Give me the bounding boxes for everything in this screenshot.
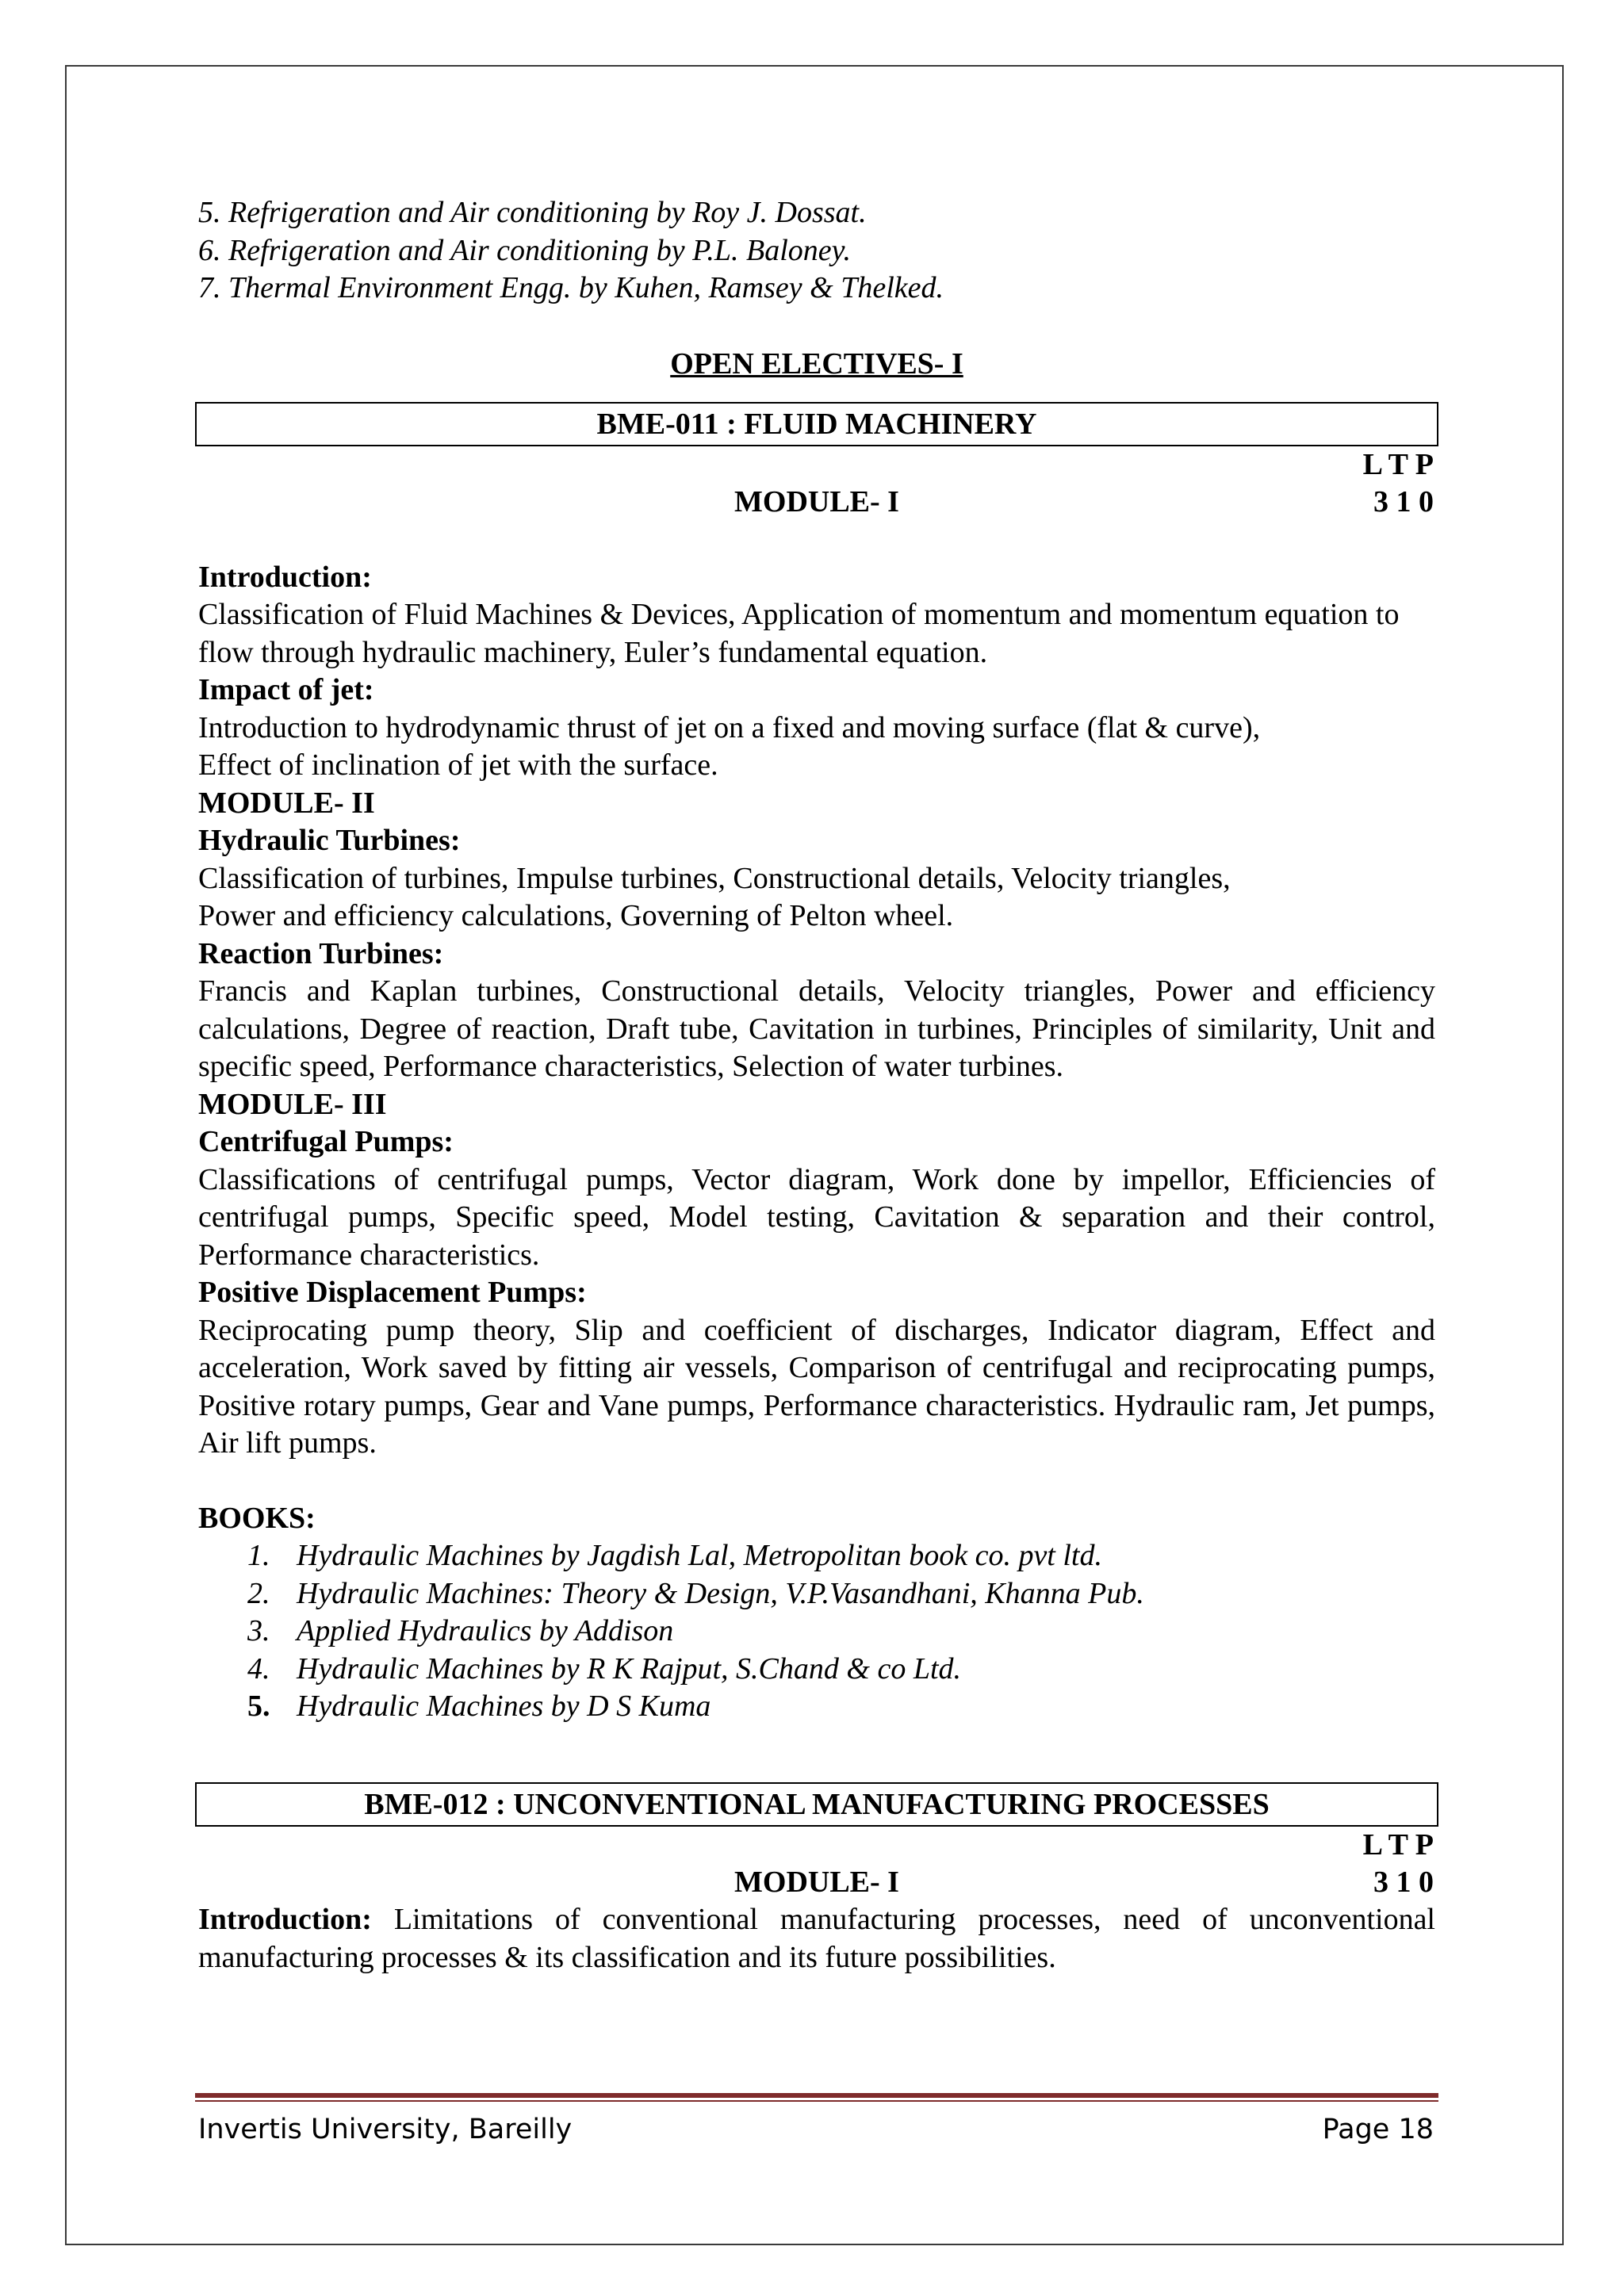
reference-line: 7. Thermal Environment Engg. by Kuhen, Ramsey & Thelked. bbox=[198, 271, 944, 304]
spacer bbox=[198, 1726, 1435, 1763]
course-title-box bbox=[195, 402, 1438, 446]
spacer bbox=[198, 1763, 1435, 1782]
book-number: 3. bbox=[247, 1614, 270, 1647]
footer-rule bbox=[195, 2100, 1438, 2102]
module-title: MODULE- I bbox=[734, 1865, 899, 1899]
ltp-values: 3 1 0 bbox=[1373, 485, 1434, 519]
topic-text: Reciprocating pump theory, Slip and coefficient of discharges, Indicator diagram, Effect and acceleration, Work saved by fitting air vessels, Comparison of centrifugal and reciprocating pumps, Positive rotary pumps, Gear and Vane pumps, Performance characteristics. Hydraulic ram, Jet pumps, Air lift pumps. bbox=[198, 1313, 1435, 1460]
course-title-box bbox=[195, 1782, 1438, 1827]
topic-heading: Reaction Turbines: bbox=[198, 936, 444, 970]
topic-heading: Impact of jet: bbox=[198, 673, 374, 706]
reference-line: 6. Refrigeration and Air conditioning by P.L. Baloney. bbox=[198, 233, 851, 267]
book-number: 2. bbox=[247, 1576, 270, 1610]
books-list bbox=[198, 1537, 1435, 1726]
book-text: Hydraulic Machines: Theory & Design, V.P.Vasandhani, Khanna Pub. bbox=[297, 1576, 1144, 1610]
book-item bbox=[198, 1537, 1435, 1575]
topic-heading: Positive Displacement Pumps: bbox=[198, 1276, 587, 1309]
topic-text: Classification of Fluid Machines & Devices, Application of momentum and momentum equation to flow through hydraulic machinery, Euler’s fundamental equation. bbox=[198, 598, 1400, 669]
book-item bbox=[198, 1575, 1435, 1613]
topic-text: Francis and Kaplan turbines, Constructional details, Velocity triangles, Power and efficiency calculations, Degree of reaction, Draft tube, Cavitation in turbines, Principles of similarity, Unit and specific speed, Performance characteristics, Selection of water turbines. bbox=[198, 974, 1435, 1083]
course-title: BME-011 : FLUID MACHINERY bbox=[596, 408, 1037, 441]
book-item bbox=[198, 1651, 1435, 1689]
book-text: Hydraulic Machines by Jagdish Lal, Metropolitan book co. pvt ltd. bbox=[297, 1539, 1102, 1572]
ltp-header: L T P bbox=[1362, 448, 1434, 481]
topic-text-line: Introduction to hydrodynamic thrust of jet on a fixed and moving surface (flat & curve), bbox=[198, 710, 1261, 744]
topic-heading: Introduction: bbox=[198, 1903, 372, 1936]
topic-paragraph bbox=[198, 1901, 1435, 1976]
book-text: Hydraulic Machines by R K Rajput, S.Chand & co Ltd. bbox=[297, 1651, 962, 1686]
ltp-values: 3 1 0 bbox=[1373, 1865, 1434, 1899]
footer-institution: Invertis University, Bareilly bbox=[198, 2114, 573, 2145]
topic-text-line: Effect of inclination of jet with the surface. bbox=[198, 748, 718, 782]
ltp-header: L T P bbox=[1362, 1827, 1434, 1862]
topic-text-line: Power and efficiency calculations, Governing of Pelton wheel. bbox=[198, 899, 954, 932]
book-item bbox=[198, 1688, 1435, 1726]
topic-heading: Hydraulic Turbines: bbox=[198, 824, 461, 857]
course-title: BME-012 : UNCONVENTIONAL MANUFACTURING PROCESSES bbox=[364, 1787, 1270, 1821]
book-number: 1. bbox=[247, 1539, 270, 1572]
page-number: Page 18 bbox=[1322, 2114, 1434, 2145]
book-number: 5. bbox=[247, 1689, 270, 1723]
spacer bbox=[198, 1463, 1435, 1500]
topic-heading: Introduction: bbox=[198, 560, 372, 594]
book-item bbox=[198, 1613, 1435, 1651]
page-content bbox=[198, 194, 1435, 1976]
module-title: MODULE- I bbox=[734, 485, 899, 519]
topic-text: Limitations of conventional manufacturing processes, need of unconventional manufacturing processes & its classification and its future possibilities. bbox=[198, 1903, 1435, 1974]
topic-text-line: Classification of turbines, Impulse turbines, Constructional details, Velocity triangles, bbox=[198, 861, 1231, 895]
footer-rule bbox=[195, 2093, 1438, 2098]
reference-line: 5. Refrigeration and Air conditioning by Roy J. Dossat. bbox=[198, 196, 867, 229]
book-number: 4. bbox=[247, 1651, 270, 1686]
books-heading: BOOKS: bbox=[198, 1501, 316, 1535]
book-text: Hydraulic Machines by D S Kuma bbox=[297, 1689, 711, 1723]
topic-heading: Centrifugal Pumps: bbox=[198, 1125, 454, 1158]
topic-text: Classifications of centrifugal pumps, Vector diagram, Work done by impellor, Efficiencies of centrifugal pumps, Specific speed, Model testing, Cavitation & separation and their control, Performance characteristics. bbox=[198, 1162, 1435, 1272]
module-title: MODULE- II bbox=[198, 786, 375, 820]
spacer bbox=[198, 522, 1435, 559]
book-text: Applied Hydraulics by Addison bbox=[297, 1614, 674, 1647]
section-heading: OPEN ELECTIVES- I bbox=[670, 346, 963, 381]
module-title: MODULE- III bbox=[198, 1087, 387, 1121]
